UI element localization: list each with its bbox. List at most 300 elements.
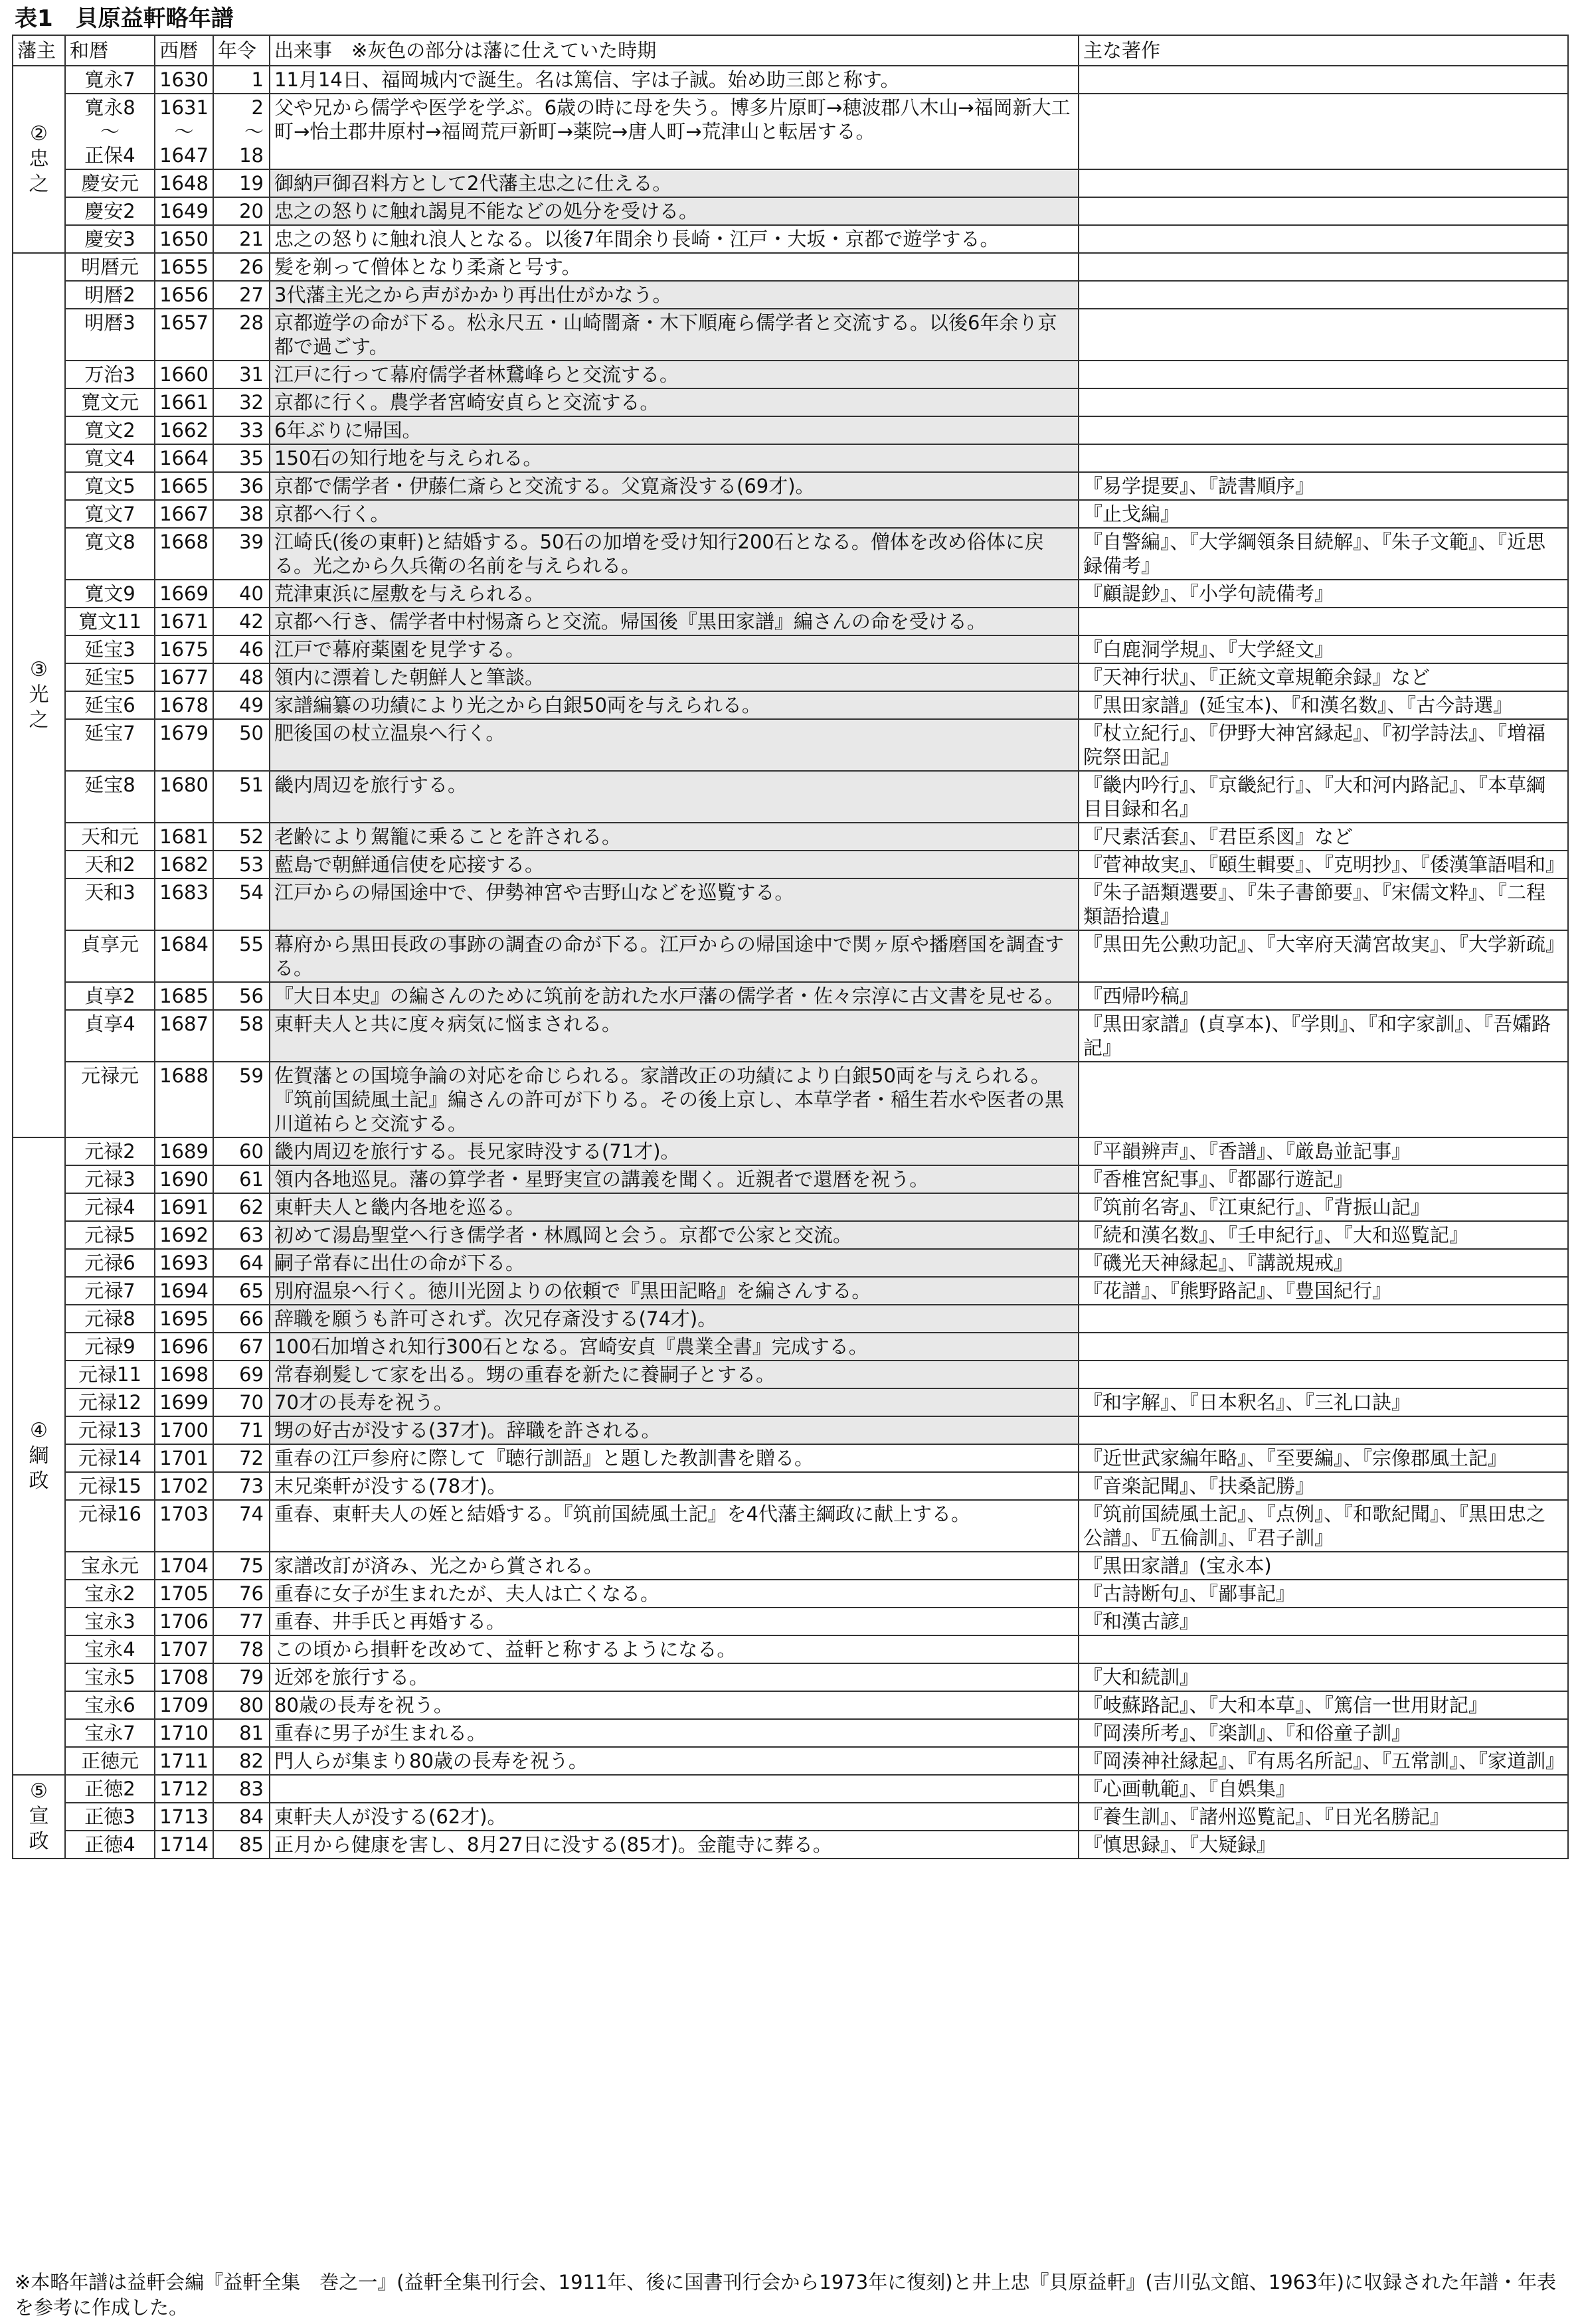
works-cell bbox=[1079, 253, 1568, 281]
event-cell: 重春の江戸参府に際して『聴行訓語』と題した教訓書を贈る。 bbox=[270, 1444, 1079, 1472]
era-cell: 貞享2 bbox=[65, 982, 155, 1010]
header-year: 西暦 bbox=[155, 35, 213, 66]
works-cell: 『畿内吟行』、『京畿紀行』、『大和河内路記』、『本草綱目目録和名』 bbox=[1079, 771, 1568, 823]
table-row bbox=[13, 1361, 1568, 1388]
age-cell: 61 bbox=[213, 1165, 270, 1193]
works-cell: 『筑前名寄』、『江東紀行』、『背振山記』 bbox=[1079, 1193, 1568, 1221]
age-cell: 39 bbox=[213, 528, 270, 580]
event-cell: 領内に漂着した朝鮮人と筆談。 bbox=[270, 663, 1079, 691]
table-row bbox=[13, 1719, 1568, 1747]
works-cell bbox=[1079, 1416, 1568, 1444]
era-cell: 正徳4 bbox=[65, 1831, 155, 1859]
event-cell: 末兄楽軒が没する(78才)。 bbox=[270, 1472, 1079, 1500]
works-cell bbox=[1079, 1361, 1568, 1388]
works-cell bbox=[1079, 169, 1568, 197]
era-cell: 貞享4 bbox=[65, 1010, 155, 1062]
table-row bbox=[13, 66, 1568, 94]
year-cell: 1703 bbox=[155, 1500, 213, 1552]
era-cell: 慶安3 bbox=[65, 225, 155, 253]
event-cell: 重春、井手氏と再婚する。 bbox=[270, 1608, 1079, 1635]
age-cell: 33 bbox=[213, 416, 270, 444]
year-cell: 1669 bbox=[155, 580, 213, 608]
event-cell: 京都へ行き、儒学者中村惕斎らと交流。帰国後『黒田家譜』編さんの命を受ける。 bbox=[270, 608, 1079, 635]
works-cell: 『自警編』、『大学綱領条目続解』、『朱子文範』、『近思録備考』 bbox=[1079, 528, 1568, 580]
era-cell: 元禄2 bbox=[65, 1137, 155, 1165]
age-cell: 54 bbox=[213, 878, 270, 930]
year-cell: 1695 bbox=[155, 1305, 213, 1333]
event-cell: 忠之の怒りに触れ浪人となる。以後7年間余り長崎・江戸・大坂・京都で遊学する。 bbox=[270, 225, 1079, 253]
age-cell: 75 bbox=[213, 1552, 270, 1580]
lord-cell bbox=[13, 1137, 65, 1775]
event-cell: 藍島で朝鮮通信使を応接する。 bbox=[270, 851, 1079, 878]
era-cell: 寛文8 bbox=[65, 528, 155, 580]
age-cell: 64 bbox=[213, 1249, 270, 1277]
works-cell: 『尺素活套』、『君臣系図』など bbox=[1079, 823, 1568, 851]
works-cell bbox=[1079, 225, 1568, 253]
works-cell: 『黒田家譜』(延宝本)、『和漢名数』、『古今詩選』 bbox=[1079, 691, 1568, 719]
event-cell: 佐賀藩との国境争論の対応を命じられる。家譜改正の功績により白銀50両を与えられる。『筑前国続風土記』編さんの許可が下りる。その後上京し、本草学者・稲生若水や医者の黒川道祐らと交流する。 bbox=[270, 1062, 1079, 1137]
event-cell: 老齢により駕籠に乗ることを許される。 bbox=[270, 823, 1079, 851]
works-cell bbox=[1079, 309, 1568, 361]
works-cell bbox=[1079, 388, 1568, 416]
event-cell: 肥後国の杖立温泉へ行く。 bbox=[270, 719, 1079, 771]
year-cell: 1682 bbox=[155, 851, 213, 878]
era-cell: 元禄9 bbox=[65, 1333, 155, 1361]
table-row bbox=[13, 94, 1568, 169]
table-row bbox=[13, 823, 1568, 851]
works-cell: 『養生訓』、『諸州巡覧記』、『日光名勝記』 bbox=[1079, 1803, 1568, 1831]
event-cell: 江戸からの帰国途中で、伊勢神宮や吉野山などを巡覧する。 bbox=[270, 878, 1079, 930]
footnote: ※本略年譜は益軒会編『益軒全集 巻之一』(益軒全集刊行会、1911年、後に国書刊行会から1973年に復刻)と井上忠『貝原益軒』(吉川弘文館、1963年)に収録された年譜・年表を参考に作成した。 bbox=[15, 2271, 1556, 2319]
works-cell bbox=[1079, 1635, 1568, 1663]
age-cell: 58 bbox=[213, 1010, 270, 1062]
era-cell: 延宝8 bbox=[65, 771, 155, 823]
era-cell: 宝永4 bbox=[65, 1635, 155, 1663]
year-cell: 1704 bbox=[155, 1552, 213, 1580]
works-cell: 『止戈編』 bbox=[1079, 500, 1568, 528]
table-row bbox=[13, 691, 1568, 719]
age-cell: 26 bbox=[213, 253, 270, 281]
table-row bbox=[13, 1416, 1568, 1444]
works-cell: 『黒田家譜』(貞享本)、『学則』、『和字家訓』、『吾孀路記』 bbox=[1079, 1010, 1568, 1062]
era-cell: 宝永元 bbox=[65, 1552, 155, 1580]
table-row bbox=[13, 1062, 1568, 1137]
age-cell: 71 bbox=[213, 1416, 270, 1444]
era-cell: 寛文4 bbox=[65, 444, 155, 472]
era-cell: 正徳3 bbox=[65, 1803, 155, 1831]
era-cell: 延宝5 bbox=[65, 663, 155, 691]
table-row bbox=[13, 1444, 1568, 1472]
year-cell: 1656 bbox=[155, 281, 213, 309]
table-row bbox=[13, 309, 1568, 361]
works-cell: 『近世武家編年略』、『至要編』、『宗像郡風土記』 bbox=[1079, 1444, 1568, 1472]
table-row bbox=[13, 1691, 1568, 1719]
works-cell: 『岐蘇路記』、『大和本草』、『篤信一世用財記』 bbox=[1079, 1691, 1568, 1719]
table-row bbox=[13, 1608, 1568, 1635]
year-cell: 1711 bbox=[155, 1747, 213, 1775]
age-cell: 55 bbox=[213, 930, 270, 982]
event-cell: 東軒夫人と共に度々病気に悩まされる。 bbox=[270, 1010, 1079, 1062]
year-cell: 1648 bbox=[155, 169, 213, 197]
works-cell: 『筑前国続風土記』、『点例』、『和歌紀聞』、『黒田忠之公譜』、『五倫訓』、『君子訓』 bbox=[1079, 1500, 1568, 1552]
event-cell: 忠之の怒りに触れ謁見不能などの処分を受ける。 bbox=[270, 197, 1079, 225]
year-cell: 1667 bbox=[155, 500, 213, 528]
event-cell bbox=[270, 1775, 1079, 1803]
era-cell: 天和2 bbox=[65, 851, 155, 878]
table-body bbox=[13, 66, 1568, 1859]
age-cell: 40 bbox=[213, 580, 270, 608]
age-cell: 78 bbox=[213, 1635, 270, 1663]
event-cell: 京都へ行く。 bbox=[270, 500, 1079, 528]
table-row bbox=[13, 416, 1568, 444]
age-cell: 52 bbox=[213, 823, 270, 851]
age-cell: 56 bbox=[213, 982, 270, 1010]
year-cell: 1712 bbox=[155, 1775, 213, 1803]
era-cell: 元禄8 bbox=[65, 1305, 155, 1333]
year-cell: 1661 bbox=[155, 388, 213, 416]
table-row bbox=[13, 1388, 1568, 1416]
works-cell bbox=[1079, 416, 1568, 444]
era-cell: 寛文11 bbox=[65, 608, 155, 635]
year-cell: 1708 bbox=[155, 1663, 213, 1691]
year-cell: 1687 bbox=[155, 1010, 213, 1062]
era-cell: 寛文2 bbox=[65, 416, 155, 444]
year-cell: 1662 bbox=[155, 416, 213, 444]
year-cell: 1713 bbox=[155, 1803, 213, 1831]
event-cell: 荒津東浜に屋敷を与えられる。 bbox=[270, 580, 1079, 608]
year-cell: 1684 bbox=[155, 930, 213, 982]
year-cell: 1664 bbox=[155, 444, 213, 472]
event-cell: 東軒夫人と畿内各地を巡る。 bbox=[270, 1193, 1079, 1221]
era-cell: 元禄5 bbox=[65, 1221, 155, 1249]
era-cell: 延宝7 bbox=[65, 719, 155, 771]
age-cell: 74 bbox=[213, 1500, 270, 1552]
table-row bbox=[13, 878, 1568, 930]
age-cell: 36 bbox=[213, 472, 270, 500]
event-cell: 畿内周辺を旅行する。 bbox=[270, 771, 1079, 823]
works-cell bbox=[1079, 66, 1568, 94]
year-cell: 1696 bbox=[155, 1333, 213, 1361]
year-cell: 1694 bbox=[155, 1277, 213, 1305]
works-cell: 『天神行状』、『正統文章規範余録』など bbox=[1079, 663, 1568, 691]
works-cell bbox=[1079, 197, 1568, 225]
works-cell: 『西帰吟稿』 bbox=[1079, 982, 1568, 1010]
era-cell: 天和3 bbox=[65, 878, 155, 930]
works-cell bbox=[1079, 94, 1568, 169]
event-cell: 近郊を旅行する。 bbox=[270, 1663, 1079, 1691]
event-cell: 70才の長寿を祝う。 bbox=[270, 1388, 1079, 1416]
age-cell: 1 bbox=[213, 66, 270, 94]
age-cell: 53 bbox=[213, 851, 270, 878]
table-row bbox=[13, 1663, 1568, 1691]
table-row bbox=[13, 930, 1568, 982]
era-cell: 元禄元 bbox=[65, 1062, 155, 1137]
year-cell: 1630 bbox=[155, 66, 213, 94]
era-cell: 宝永6 bbox=[65, 1691, 155, 1719]
event-cell: 京都遊学の命が下る。松永尺五・山崎闇斎・木下順庵ら儒学者と交流する。以後6年余り京都で過ごす。 bbox=[270, 309, 1079, 361]
event-cell: 150石の知行地を与えられる。 bbox=[270, 444, 1079, 472]
era-cell: 寛文9 bbox=[65, 580, 155, 608]
works-cell bbox=[1079, 608, 1568, 635]
event-cell: 80歳の長寿を祝う。 bbox=[270, 1691, 1079, 1719]
table-row bbox=[13, 528, 1568, 580]
header-lord: 藩主 bbox=[13, 35, 65, 66]
event-cell: 『大日本史』の編さんのために筑前を訪れた水戸藩の儒学者・佐々宗淳に古文書を見せる。 bbox=[270, 982, 1079, 1010]
era-cell: 宝永5 bbox=[65, 1663, 155, 1691]
era-cell: 元禄14 bbox=[65, 1444, 155, 1472]
works-cell: 『黒田家譜』(宝永本) bbox=[1079, 1552, 1568, 1580]
event-cell: 重春に男子が生まれる。 bbox=[270, 1719, 1079, 1747]
event-cell: 6年ぶりに帰国。 bbox=[270, 416, 1079, 444]
era-cell: 明暦2 bbox=[65, 281, 155, 309]
table-title: 表1 貝原益軒略年譜 bbox=[15, 5, 234, 32]
table-row bbox=[13, 388, 1568, 416]
age-cell: 77 bbox=[213, 1608, 270, 1635]
age-cell: 63 bbox=[213, 1221, 270, 1249]
works-cell: 『香椎宮紀事』、『都鄙行遊記』 bbox=[1079, 1165, 1568, 1193]
age-cell: 46 bbox=[213, 635, 270, 663]
year-cell: 1700 bbox=[155, 1416, 213, 1444]
era-cell: 貞享元 bbox=[65, 930, 155, 982]
year-cell: 1689 bbox=[155, 1137, 213, 1165]
era-cell: 万治3 bbox=[65, 361, 155, 388]
table-row bbox=[13, 1165, 1568, 1193]
age-cell: 2 ～ 18 bbox=[213, 94, 270, 169]
age-cell: 48 bbox=[213, 663, 270, 691]
era-cell: 天和元 bbox=[65, 823, 155, 851]
age-cell: 76 bbox=[213, 1580, 270, 1608]
lord-cell bbox=[13, 253, 65, 1137]
works-cell: 『岡湊神社縁起』、『有馬名所記』、『五常訓』、『家道訓』 bbox=[1079, 1747, 1568, 1775]
table-row bbox=[13, 281, 1568, 309]
year-cell: 1650 bbox=[155, 225, 213, 253]
era-cell: 元禄3 bbox=[65, 1165, 155, 1193]
year-cell: 1692 bbox=[155, 1221, 213, 1249]
event-cell: 領内各地巡見。藩の算学者・星野実宣の講義を聞く。近親者で還暦を祝う。 bbox=[270, 1165, 1079, 1193]
table-row bbox=[13, 1249, 1568, 1277]
table-row bbox=[13, 225, 1568, 253]
event-cell: 江戸に行って幕府儒学者林鵞峰らと交流する。 bbox=[270, 361, 1079, 388]
year-cell: 1688 bbox=[155, 1062, 213, 1137]
works-cell: 『心画軌範』、『自娯集』 bbox=[1079, 1775, 1568, 1803]
table-row bbox=[13, 1831, 1568, 1859]
year-cell: 1655 bbox=[155, 253, 213, 281]
year-cell: 1668 bbox=[155, 528, 213, 580]
age-cell: 84 bbox=[213, 1803, 270, 1831]
works-cell bbox=[1079, 444, 1568, 472]
age-cell: 85 bbox=[213, 1831, 270, 1859]
era-cell: 慶安2 bbox=[65, 197, 155, 225]
year-cell: 1678 bbox=[155, 691, 213, 719]
event-cell: 京都で儒学者・伊藤仁斎らと交流する。父寛斎没する(69才)。 bbox=[270, 472, 1079, 500]
era-cell: 延宝6 bbox=[65, 691, 155, 719]
year-cell: 1705 bbox=[155, 1580, 213, 1608]
works-cell bbox=[1079, 361, 1568, 388]
era-cell: 寛文5 bbox=[65, 472, 155, 500]
era-cell: 宝永2 bbox=[65, 1580, 155, 1608]
age-cell: 19 bbox=[213, 169, 270, 197]
works-cell: 『磯光天神縁起』、『講説規戒』 bbox=[1079, 1249, 1568, 1277]
event-cell: 御納戸御召料方として2代藩主忠之に仕える。 bbox=[270, 169, 1079, 197]
age-cell: 49 bbox=[213, 691, 270, 719]
table-row bbox=[13, 472, 1568, 500]
event-cell: 家譜改訂が済み、光之から賞される。 bbox=[270, 1552, 1079, 1580]
event-cell: 100石加増され知行300石となる。宮崎安貞『農業全書』完成する。 bbox=[270, 1333, 1079, 1361]
year-cell: 1683 bbox=[155, 878, 213, 930]
table-row bbox=[13, 169, 1568, 197]
era-cell: 延宝3 bbox=[65, 635, 155, 663]
year-cell: 1707 bbox=[155, 1635, 213, 1663]
year-cell: 1660 bbox=[155, 361, 213, 388]
year-cell: 1685 bbox=[155, 982, 213, 1010]
event-cell: 別府温泉へ行く。徳川光圀よりの依頼で『黒田記略』を編さんする。 bbox=[270, 1277, 1079, 1305]
event-cell: 甥の好古が没する(37才)。辞職を許される。 bbox=[270, 1416, 1079, 1444]
header-event: 出来事 ※灰色の部分は藩に仕えていた時期 bbox=[270, 35, 1079, 66]
table-row bbox=[13, 1775, 1568, 1803]
event-cell: 11月14日、福岡城内で誕生。名は篤信、字は子誠。始め助三郎と称す。 bbox=[270, 66, 1079, 94]
table-row bbox=[13, 1221, 1568, 1249]
event-cell: この頃から損軒を改めて、益軒と称するようになる。 bbox=[270, 1635, 1079, 1663]
event-cell: 江崎氏(後の東軒)と結婚する。50石の加増を受け知行200石となる。僧体を改め俗体に戻る。光之から久兵衛の名前を与えられる。 bbox=[270, 528, 1079, 580]
table-row bbox=[13, 580, 1568, 608]
age-cell: 66 bbox=[213, 1305, 270, 1333]
table-row bbox=[13, 500, 1568, 528]
lord-cell bbox=[13, 66, 65, 253]
table-row bbox=[13, 1552, 1568, 1580]
event-cell: 重春に女子が生まれたが、夫人は亡くなる。 bbox=[270, 1580, 1079, 1608]
era-cell: 元禄6 bbox=[65, 1249, 155, 1277]
header-works: 主な著作 bbox=[1079, 35, 1568, 66]
year-cell: 1657 bbox=[155, 309, 213, 361]
age-cell: 79 bbox=[213, 1663, 270, 1691]
table-row bbox=[13, 635, 1568, 663]
event-cell: 門人らが集まり80歳の長寿を祝う。 bbox=[270, 1747, 1079, 1775]
lord-name: ④綱政 bbox=[29, 1419, 49, 1493]
works-cell: 『平韻辨声』、『香譜』、『厳島並記事』 bbox=[1079, 1137, 1568, 1165]
works-cell: 『大和続訓』 bbox=[1079, 1663, 1568, 1691]
works-cell: 『続和漢名数』、『壬申紀行』、『大和巡覧記』 bbox=[1079, 1221, 1568, 1249]
age-cell: 27 bbox=[213, 281, 270, 309]
table-row bbox=[13, 1580, 1568, 1608]
table-row bbox=[13, 1010, 1568, 1062]
works-cell: 『花譜』、『熊野路記』、『豊国紀行』 bbox=[1079, 1277, 1568, 1305]
event-cell: 辞職を願うも許可されず。次兄存斎没する(74才)。 bbox=[270, 1305, 1079, 1333]
age-cell: 67 bbox=[213, 1333, 270, 1361]
works-cell: 『岡湊所考』、『楽訓』、『和俗童子訓』 bbox=[1079, 1719, 1568, 1747]
table-row bbox=[13, 1472, 1568, 1500]
age-cell: 50 bbox=[213, 719, 270, 771]
era-cell: 明暦元 bbox=[65, 253, 155, 281]
works-cell: 『古詩断句』、『鄙事記』 bbox=[1079, 1580, 1568, 1608]
table-row bbox=[13, 361, 1568, 388]
event-cell: 畿内周辺を旅行する。長兄家時没する(71才)。 bbox=[270, 1137, 1079, 1165]
era-cell: 元禄4 bbox=[65, 1193, 155, 1221]
year-cell: 1680 bbox=[155, 771, 213, 823]
event-cell: 重春、東軒夫人の姪と結婚する。『筑前国続風土記』を4代藩主綱政に献上する。 bbox=[270, 1500, 1079, 1552]
era-cell: 宝永7 bbox=[65, 1719, 155, 1747]
table-row bbox=[13, 444, 1568, 472]
works-cell: 『菅神故実』、『頤生輯要』、『克明抄』、『倭漢筆語唱和』 bbox=[1079, 851, 1568, 878]
lord-cell bbox=[13, 1775, 65, 1859]
event-cell: 幕府から黒田長政の事跡の調査の命が下る。江戸からの帰国途中で関ヶ原や播磨国を調査する。 bbox=[270, 930, 1079, 982]
works-cell: 『慎思録』、『大疑録』 bbox=[1079, 1831, 1568, 1859]
age-cell: 62 bbox=[213, 1193, 270, 1221]
year-cell: 1675 bbox=[155, 635, 213, 663]
age-cell: 31 bbox=[213, 361, 270, 388]
year-cell: 1681 bbox=[155, 823, 213, 851]
lord-name: ③光之 bbox=[29, 658, 49, 732]
year-cell: 1649 bbox=[155, 197, 213, 225]
table-row bbox=[13, 1277, 1568, 1305]
age-cell: 69 bbox=[213, 1361, 270, 1388]
works-cell bbox=[1079, 1333, 1568, 1361]
header-era: 和暦 bbox=[65, 35, 155, 66]
table-row bbox=[13, 253, 1568, 281]
works-cell: 『顧諟鈔』、『小学句読備考』 bbox=[1079, 580, 1568, 608]
year-cell: 1702 bbox=[155, 1472, 213, 1500]
era-cell: 正徳元 bbox=[65, 1747, 155, 1775]
works-cell bbox=[1079, 1305, 1568, 1333]
era-cell: 寛文7 bbox=[65, 500, 155, 528]
age-cell: 28 bbox=[213, 309, 270, 361]
table-row bbox=[13, 851, 1568, 878]
age-cell: 81 bbox=[213, 1719, 270, 1747]
era-cell: 明暦3 bbox=[65, 309, 155, 361]
table-row bbox=[13, 197, 1568, 225]
table-row bbox=[13, 1635, 1568, 1663]
year-cell: 1665 bbox=[155, 472, 213, 500]
table-row bbox=[13, 719, 1568, 771]
event-cell: 家譜編纂の功績により光之から白銀50両を与えられる。 bbox=[270, 691, 1079, 719]
era-cell: 宝永3 bbox=[65, 1608, 155, 1635]
table-row bbox=[13, 608, 1568, 635]
era-cell: 元禄7 bbox=[65, 1277, 155, 1305]
age-cell: 35 bbox=[213, 444, 270, 472]
era-cell: 元禄11 bbox=[65, 1361, 155, 1388]
works-cell: 『音楽記聞』、『扶桑記勝』 bbox=[1079, 1472, 1568, 1500]
age-cell: 73 bbox=[213, 1472, 270, 1500]
header-row bbox=[13, 35, 1568, 66]
table-row bbox=[13, 1803, 1568, 1831]
works-cell: 『和字解』、『日本釈名』、『三礼口訣』 bbox=[1079, 1388, 1568, 1416]
age-cell: 70 bbox=[213, 1388, 270, 1416]
table-row bbox=[13, 982, 1568, 1010]
year-cell: 1709 bbox=[155, 1691, 213, 1719]
era-cell: 元禄16 bbox=[65, 1500, 155, 1552]
works-cell: 『易学提要』、『読書順序』 bbox=[1079, 472, 1568, 500]
year-cell: 1698 bbox=[155, 1361, 213, 1388]
works-cell: 『朱子語類選要』、『朱子書節要』、『宋儒文粋』、『二程類語拾遺』 bbox=[1079, 878, 1568, 930]
table-row bbox=[13, 1500, 1568, 1552]
event-cell: 嗣子常春に出仕の命が下る。 bbox=[270, 1249, 1079, 1277]
lord-name: ②忠之 bbox=[29, 122, 49, 196]
age-cell: 83 bbox=[213, 1775, 270, 1803]
year-cell: 1699 bbox=[155, 1388, 213, 1416]
table-row bbox=[13, 1137, 1568, 1165]
age-cell: 42 bbox=[213, 608, 270, 635]
age-cell: 51 bbox=[213, 771, 270, 823]
table-row bbox=[13, 771, 1568, 823]
year-cell: 1693 bbox=[155, 1249, 213, 1277]
header-age: 年令 bbox=[213, 35, 270, 66]
age-cell: 65 bbox=[213, 1277, 270, 1305]
age-cell: 80 bbox=[213, 1691, 270, 1719]
event-cell: 初めて湯島聖堂へ行き儒学者・林鳳岡と会う。京都で公家と交流。 bbox=[270, 1221, 1079, 1249]
event-cell: 3代藩主光之から声がかかり再出仕がかなう。 bbox=[270, 281, 1079, 309]
era-cell: 元禄15 bbox=[65, 1472, 155, 1500]
works-cell: 『杖立紀行』、『伊野大神宮縁起』、『初学詩法』、『増福院祭田記』 bbox=[1079, 719, 1568, 771]
works-cell: 『黒田先公勲功記』、『大宰府天満宮故実』、『大学新疏』 bbox=[1079, 930, 1568, 982]
